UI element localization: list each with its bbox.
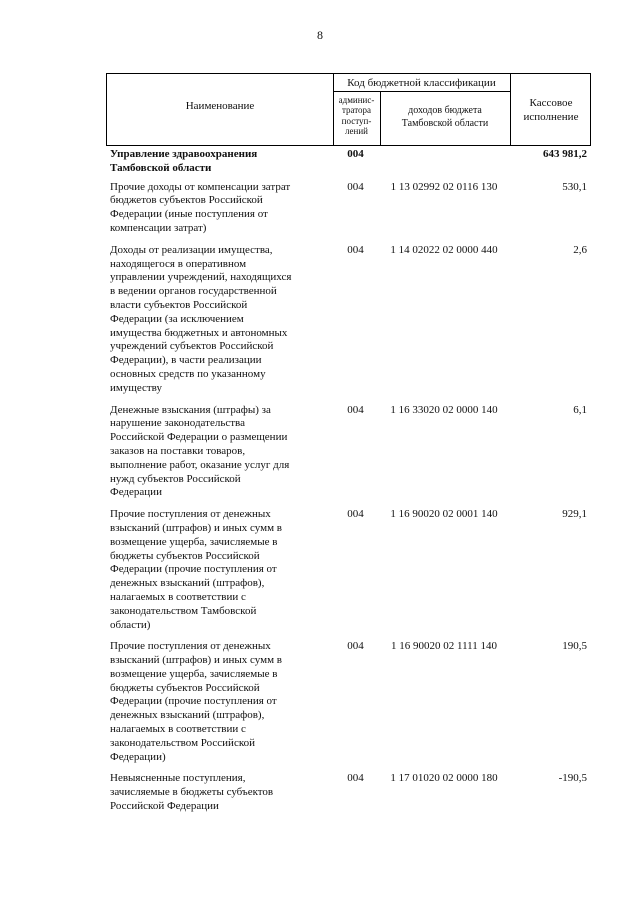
table-row [106,181,591,236]
row-name: Денежные взыскания (штрафы) за нарушение законодательства Российской Федерации о размещении заказов на поставки товаров, выполнение работ, оказание услуг для нужд субъектов Российской Федерации [110,403,290,499]
row-name: Невыясненные поступления, зачисляемые в бюджеты субъектов Российской Федерации [110,772,274,813]
row-sum: 643 981,2 [543,148,587,160]
row-sum: 2,6 [573,243,587,256]
table-row [106,244,591,396]
table-row [106,772,591,813]
row-admin: 004 [347,640,364,653]
table-row [106,640,591,764]
table-row [106,148,591,176]
row-code: 1 16 33020 02 0000 140 [390,403,498,416]
row-code: 1 14 02022 02 0000 440 [390,243,498,256]
header-name: Наименование [185,100,255,112]
row-name: Доходы от реализации имущества, находящегося в оперативном управлении учреждений, находящихся в ведении органов государственной власти субъектов Российской Федерации (за исключением имущества бюджетных и автономных учреждений субъектов Российской Федерации), в части реализации основных средств по указанному имуществу [110,243,292,394]
row-sum: 530,1 [562,180,587,193]
row-admin: 004 [347,403,364,416]
row-name: Прочие поступления от денежных взысканий (штрафов) и иных сумм в возмещение ущерба, зачисляемые в бюджеты субъектов Российской Федерации (прочие поступления от денежных взысканий (штрафов), налагаемых в соответствии с законодательством Российской Федерации) [110,640,282,763]
table-header [106,73,591,146]
table-row [106,508,591,632]
row-sum: 190,5 [562,640,587,653]
row-admin: 004 [347,180,364,193]
header-code-group: Код бюджетной классификации [347,77,496,89]
row-name: Прочие доходы от компенсации затрат бюджетов субъектов Российской Федерации (иные поступления от компенсации затрат) [110,180,291,234]
row-code: 1 16 90020 02 0001 140 [390,508,498,521]
row-admin: 004 [347,508,364,521]
row-sum: 6,1 [573,403,587,416]
row-code: 1 17 01020 02 0000 180 [390,772,498,785]
header-admin: админис- тратора поступ- лений [338,95,375,137]
row-name: Прочие поступления от денежных взысканий (штрафов) и иных сумм в возмещение ущерба, зачисляемые в бюджеты субъектов Российской Федерации (прочие поступления от денежных взысканий (штрафов), налагаемых в соответствии с законодательством Тамбовской области) [110,508,282,631]
row-name: Управление здравоохранения Тамбовской области [110,148,258,174]
row-admin: 004 [347,148,364,160]
row-admin: 004 [347,243,364,256]
row-sum: -190,5 [558,772,587,785]
header-cash: Кассовое исполнение [523,97,579,124]
header-income: доходов бюджета Тамбовской области [401,105,489,129]
table-row [106,404,591,501]
table-body [106,148,591,814]
row-sum: 929,1 [562,508,587,521]
row-code: 1 13 02992 02 0116 130 [390,180,498,193]
page-number: 8 [317,28,323,42]
header-divider [333,91,510,92]
row-code: 1 16 90020 02 1111 140 [390,640,498,653]
row-admin: 004 [347,772,364,785]
